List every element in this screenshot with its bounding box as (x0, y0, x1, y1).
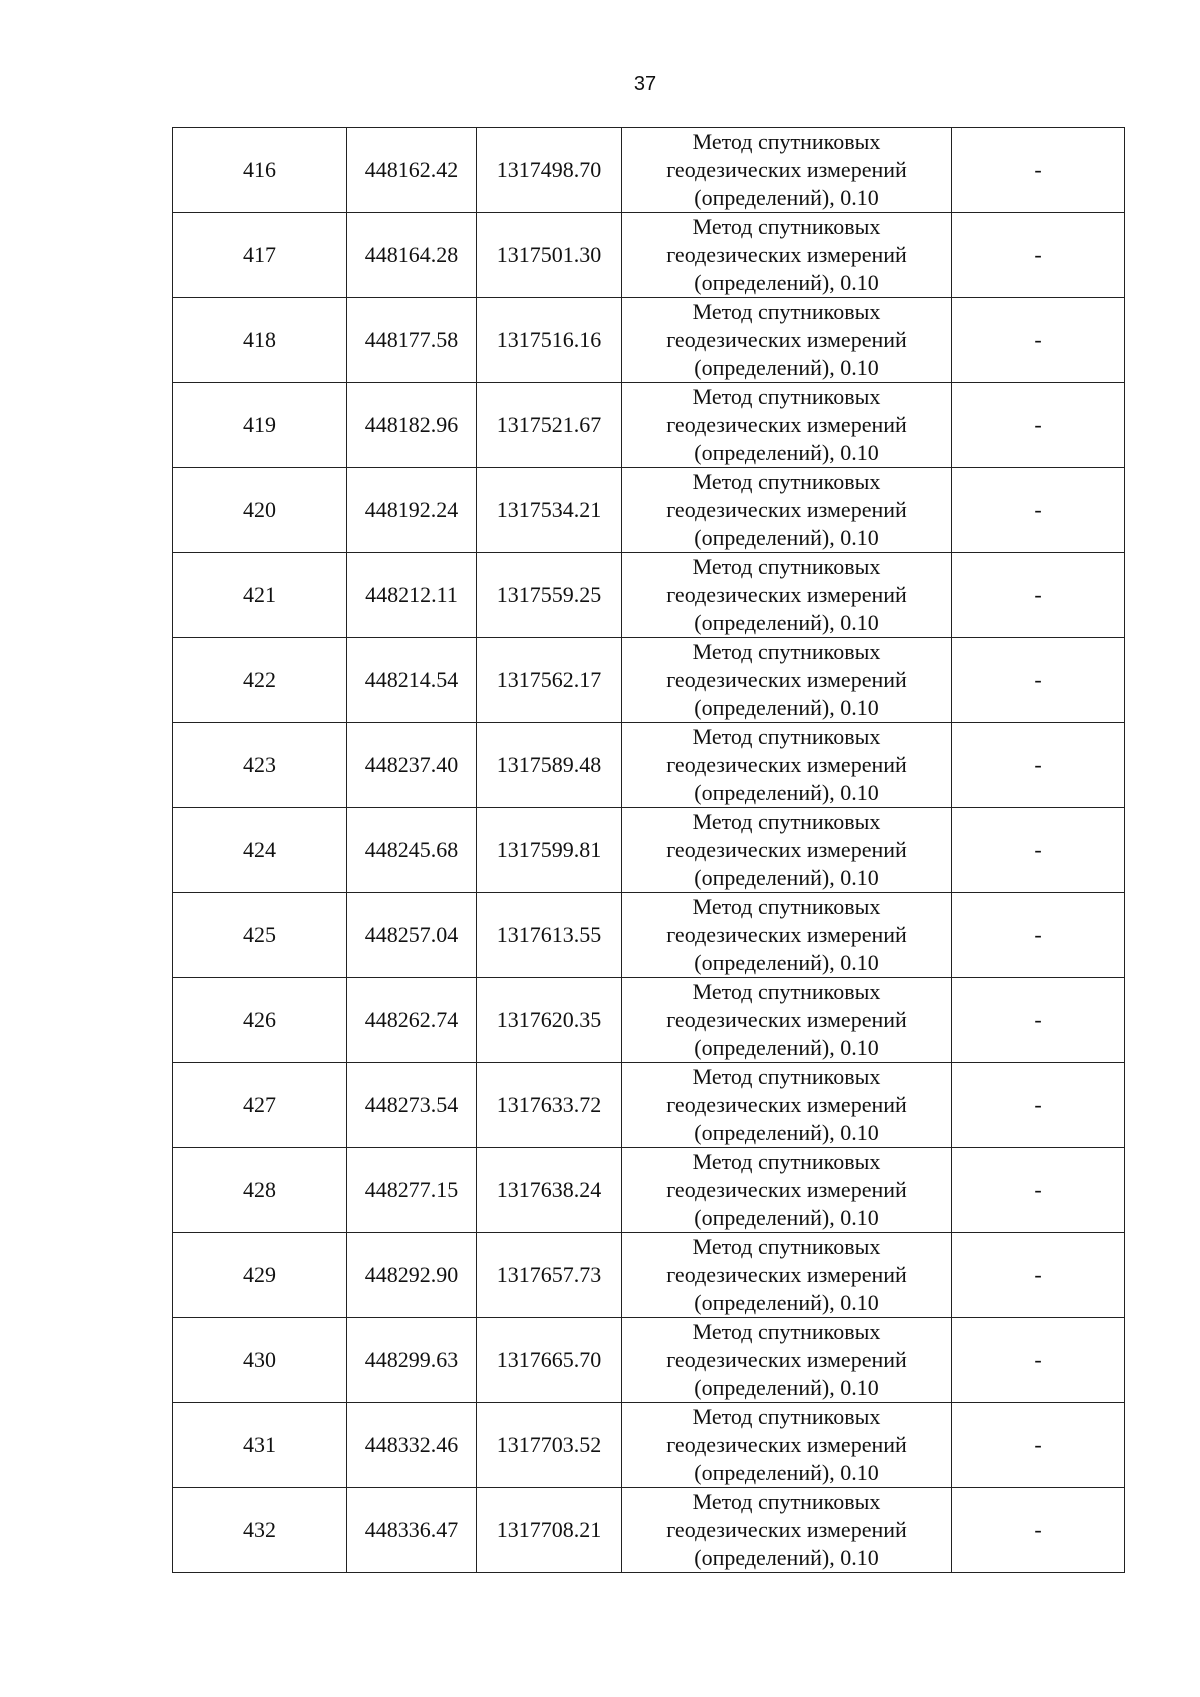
method-cell (622, 383, 952, 468)
x-coordinate-cell: 448277.15 (347, 1148, 477, 1233)
x-coordinate-cell: 448262.74 (347, 978, 477, 1063)
method-line: геодезических измерений (666, 242, 907, 267)
note-cell: - (952, 213, 1125, 298)
y-coordinate-cell: 1317501.30 (477, 213, 622, 298)
method-line: Метод спутниковых (692, 639, 881, 664)
y-coordinate-cell: 1317521.67 (477, 383, 622, 468)
method-line: (определений), 0.10 (694, 1460, 879, 1485)
method-cell (622, 1318, 952, 1403)
method-line: Метод спутниковых (692, 1489, 881, 1514)
method-cell (622, 213, 952, 298)
method-line: геодезических измерений (666, 922, 907, 947)
table-row (173, 1318, 1125, 1403)
method-line: Метод спутниковых (692, 979, 881, 1004)
table-row (173, 1063, 1125, 1148)
point-number-cell: 430 (173, 1318, 347, 1403)
x-coordinate-cell: 448237.40 (347, 723, 477, 808)
note-cell: - (952, 1148, 1125, 1233)
method-cell (622, 638, 952, 723)
method-line: Метод спутниковых (692, 469, 881, 494)
method-cell (622, 1403, 952, 1488)
point-number-cell: 425 (173, 893, 347, 978)
note-cell: - (952, 383, 1125, 468)
method-line: Метод спутниковых (692, 1149, 881, 1174)
note-cell: - (952, 298, 1125, 383)
method-line: Метод спутниковых (692, 1064, 881, 1089)
method-line: геодезических измерений (666, 497, 907, 522)
x-coordinate-cell: 448245.68 (347, 808, 477, 893)
point-number-cell: 420 (173, 468, 347, 553)
method-line: Метод спутниковых (692, 554, 881, 579)
method-cell (622, 298, 952, 383)
point-number-cell: 428 (173, 1148, 347, 1233)
method-line: (определений), 0.10 (694, 695, 879, 720)
method-line: геодезических измерений (666, 1092, 907, 1117)
table-row (173, 128, 1125, 213)
table-row (173, 213, 1125, 298)
method-line: геодезических измерений (666, 1007, 907, 1032)
note-cell: - (952, 638, 1125, 723)
method-line: (определений), 0.10 (694, 1035, 879, 1060)
method-line: Метод спутниковых (692, 894, 881, 919)
y-coordinate-cell: 1317657.73 (477, 1233, 622, 1318)
table-row (173, 468, 1125, 553)
method-line: Метод спутниковых (692, 299, 881, 324)
point-number-cell: 427 (173, 1063, 347, 1148)
x-coordinate-cell: 448257.04 (347, 893, 477, 978)
point-number-cell: 422 (173, 638, 347, 723)
table-row (173, 723, 1125, 808)
y-coordinate-cell: 1317665.70 (477, 1318, 622, 1403)
method-line: (определений), 0.10 (694, 355, 879, 380)
note-cell: - (952, 1233, 1125, 1318)
x-coordinate-cell: 448332.46 (347, 1403, 477, 1488)
method-cell (622, 893, 952, 978)
method-line: (определений), 0.10 (694, 865, 879, 890)
method-cell (622, 1148, 952, 1233)
y-coordinate-cell: 1317559.25 (477, 553, 622, 638)
x-coordinate-cell: 448292.90 (347, 1233, 477, 1318)
note-cell: - (952, 1488, 1125, 1573)
page-number: 37 (633, 73, 657, 95)
table-row (173, 808, 1125, 893)
coordinates-table (172, 127, 1125, 1573)
note-cell: - (952, 128, 1125, 213)
method-line: Метод спутниковых (692, 809, 881, 834)
method-line: геодезических измерений (666, 1262, 907, 1287)
method-line: Метод спутниковых (692, 384, 881, 409)
x-coordinate-cell: 448273.54 (347, 1063, 477, 1148)
y-coordinate-cell: 1317633.72 (477, 1063, 622, 1148)
method-line: геодезических измерений (666, 157, 907, 182)
method-line: (определений), 0.10 (694, 610, 879, 635)
y-coordinate-cell: 1317599.81 (477, 808, 622, 893)
method-line: геодезических измерений (666, 582, 907, 607)
method-line: Метод спутниковых (692, 1234, 881, 1259)
method-cell (622, 808, 952, 893)
x-coordinate-cell: 448214.54 (347, 638, 477, 723)
table-row (173, 383, 1125, 468)
coordinates-table-body (173, 128, 1125, 1573)
method-line: (определений), 0.10 (694, 525, 879, 550)
note-cell: - (952, 468, 1125, 553)
method-line: геодезических измерений (666, 837, 907, 862)
method-line: Метод спутниковых (692, 724, 881, 749)
method-cell (622, 1233, 952, 1318)
method-cell (622, 978, 952, 1063)
note-cell: - (952, 808, 1125, 893)
y-coordinate-cell: 1317589.48 (477, 723, 622, 808)
y-coordinate-cell: 1317516.16 (477, 298, 622, 383)
y-coordinate-cell: 1317562.17 (477, 638, 622, 723)
note-cell: - (952, 723, 1125, 808)
point-number-cell: 432 (173, 1488, 347, 1573)
note-cell: - (952, 1063, 1125, 1148)
note-cell: - (952, 893, 1125, 978)
method-cell (622, 553, 952, 638)
y-coordinate-cell: 1317498.70 (477, 128, 622, 213)
x-coordinate-cell: 448336.47 (347, 1488, 477, 1573)
method-line: Метод спутниковых (692, 1404, 881, 1429)
method-line: геодезических измерений (666, 752, 907, 777)
method-line: (определений), 0.10 (694, 1375, 879, 1400)
table-row (173, 1403, 1125, 1488)
point-number-cell: 424 (173, 808, 347, 893)
point-number-cell: 417 (173, 213, 347, 298)
method-line: Метод спутниковых (692, 214, 881, 239)
y-coordinate-cell: 1317638.24 (477, 1148, 622, 1233)
method-line: (определений), 0.10 (694, 780, 879, 805)
x-coordinate-cell: 448164.28 (347, 213, 477, 298)
table-row (173, 1148, 1125, 1233)
method-line: (определений), 0.10 (694, 270, 879, 295)
note-cell: - (952, 978, 1125, 1063)
method-line: (определений), 0.10 (694, 185, 879, 210)
x-coordinate-cell: 448212.11 (347, 553, 477, 638)
note-cell: - (952, 1318, 1125, 1403)
x-coordinate-cell: 448162.42 (347, 128, 477, 213)
table-row (173, 978, 1125, 1063)
point-number-cell: 421 (173, 553, 347, 638)
y-coordinate-cell: 1317534.21 (477, 468, 622, 553)
y-coordinate-cell: 1317703.52 (477, 1403, 622, 1488)
method-cell (622, 128, 952, 213)
y-coordinate-cell: 1317708.21 (477, 1488, 622, 1573)
table-row (173, 893, 1125, 978)
method-line: Метод спутниковых (692, 1319, 881, 1344)
x-coordinate-cell: 448177.58 (347, 298, 477, 383)
table-row (173, 1488, 1125, 1573)
point-number-cell: 423 (173, 723, 347, 808)
x-coordinate-cell: 448299.63 (347, 1318, 477, 1403)
table-row (173, 298, 1125, 383)
method-line: (определений), 0.10 (694, 440, 879, 465)
method-cell (622, 1063, 952, 1148)
x-coordinate-cell: 448192.24 (347, 468, 477, 553)
method-cell (622, 468, 952, 553)
method-line: (определений), 0.10 (694, 1545, 879, 1570)
method-cell (622, 1488, 952, 1573)
method-cell (622, 723, 952, 808)
method-line: (определений), 0.10 (694, 1205, 879, 1230)
x-coordinate-cell: 448182.96 (347, 383, 477, 468)
note-cell: - (952, 553, 1125, 638)
table-row (173, 553, 1125, 638)
method-line: геодезических измерений (666, 1517, 907, 1542)
point-number-cell: 429 (173, 1233, 347, 1318)
y-coordinate-cell: 1317613.55 (477, 893, 622, 978)
table-row (173, 1233, 1125, 1318)
note-cell: - (952, 1403, 1125, 1488)
table-row (173, 638, 1125, 723)
method-line: геодезических измерений (666, 1177, 907, 1202)
method-line: геодезических измерений (666, 412, 907, 437)
method-line: геодезических измерений (666, 1347, 907, 1372)
method-line: (определений), 0.10 (694, 1290, 879, 1315)
method-line: геодезических измерений (666, 667, 907, 692)
point-number-cell: 418 (173, 298, 347, 383)
method-line: (определений), 0.10 (694, 950, 879, 975)
y-coordinate-cell: 1317620.35 (477, 978, 622, 1063)
method-line: Метод спутниковых (692, 129, 881, 154)
point-number-cell: 416 (173, 128, 347, 213)
method-line: геодезических измерений (666, 327, 907, 352)
point-number-cell: 431 (173, 1403, 347, 1488)
point-number-cell: 426 (173, 978, 347, 1063)
point-number-cell: 419 (173, 383, 347, 468)
method-line: (определений), 0.10 (694, 1120, 879, 1145)
method-line: геодезических измерений (666, 1432, 907, 1457)
